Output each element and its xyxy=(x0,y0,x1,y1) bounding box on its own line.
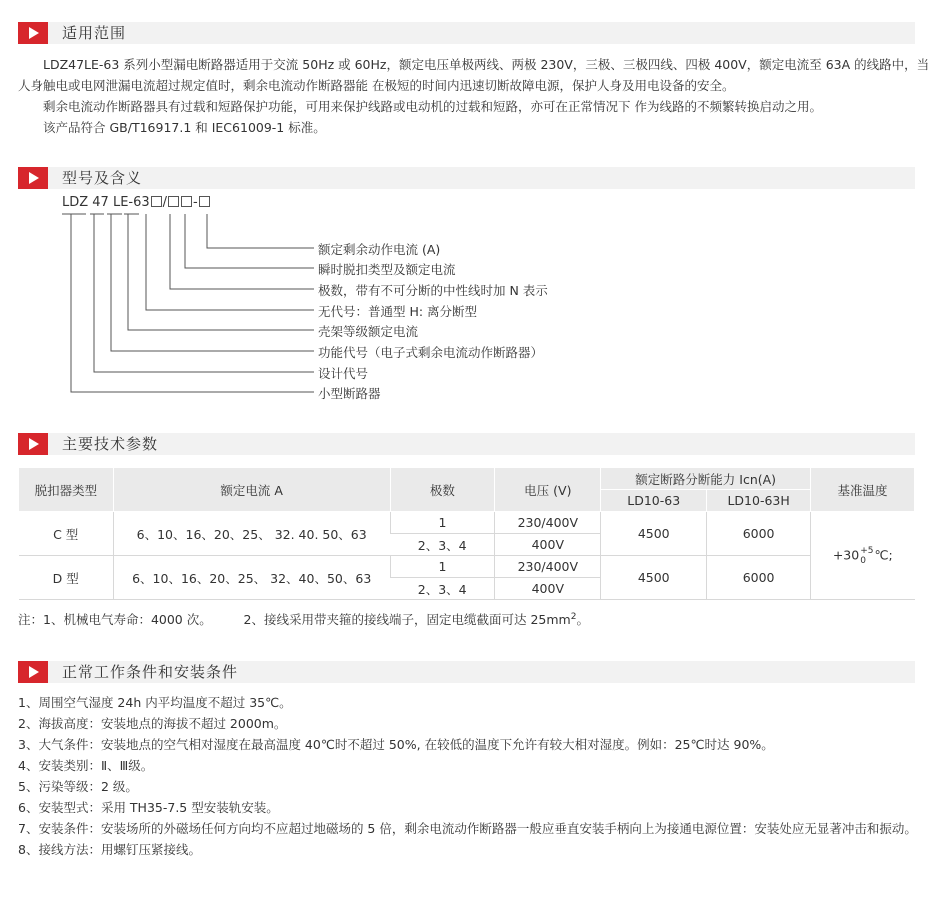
header-temp: 基准温度 xyxy=(811,468,915,512)
scope-line: LDZ47LE-63 系列小型漏电断路器适用于交流 50Hz 或 60Hz，额定电压单极两线、两极 230V，三极、三极四线、四极 400V，额定电流至 63A 的线路中，当 xyxy=(43,57,930,72)
temp-sup: +5 xyxy=(860,545,874,556)
cell-cap1: 4500 xyxy=(601,556,707,600)
model-label: 额定剩余动作电流 (A) xyxy=(318,242,441,257)
conditions-list xyxy=(18,692,917,860)
list-item: 4、安装类别：Ⅱ、Ⅲ级。 xyxy=(18,758,154,773)
play-icon xyxy=(18,433,48,455)
list-item: 3、大气条件：安装地点的空气相对湿度在最高温度 40℃时不超过 50%, 在较低的温度下允许有较大相对湿度。例如：25℃时达 90%。 xyxy=(18,737,774,752)
section-title: 主要技术参数 xyxy=(62,435,159,453)
scope-line: 剩余电流动作断路器具有过载和短路保护功能，可用来保护线路或电动机的过载和短路，亦可在正常情况下 作为线路的不频繁转换启动之用。 xyxy=(43,99,822,114)
header-voltage: 电压 (V) xyxy=(495,468,601,512)
spec-table xyxy=(18,467,915,600)
model-code-slash: / xyxy=(162,195,168,210)
cell-poles: 2、3、4 xyxy=(390,534,495,556)
list-item: 1、周围空气湿度 24h 内平均温度不超过 35℃。 xyxy=(18,695,292,710)
scope-line: 人身触电或电网泄漏电流超过规定值时，剩余电流动作断路器能 在极短的时间内迅速切断故障电源，保护人身及用电设备的安全。 xyxy=(18,78,735,93)
model-label: 功能代号（电子式剩余电流动作断路器） xyxy=(318,345,544,360)
model-leader-lines xyxy=(0,195,600,415)
section-title: 适用范围 xyxy=(62,24,127,42)
play-icon xyxy=(18,167,48,189)
cell-type: D 型 xyxy=(19,556,114,600)
header-current: 额定电流 A xyxy=(113,468,390,512)
cell-current: 6、10、16、20、25、 32、40、50、63 xyxy=(113,556,390,600)
note-2: 2、接线采用带夹箍的接线端子，固定电缆截面可达 25mm xyxy=(243,612,571,627)
play-icon xyxy=(18,661,48,683)
cell-voltage: 230/400V xyxy=(495,556,601,578)
note-sup: 2 xyxy=(570,611,577,622)
temp-sub: 0 xyxy=(860,555,866,566)
table-row xyxy=(19,512,915,534)
list-item: 7、安装条件：安装场所的外磁场任何方向均不应超过地磁场的 5 倍，剩余电流动作断路器一般应垂直安装手柄向上为接通电源位置：安装处应无显著冲击和振动。 xyxy=(18,821,917,836)
section-header-conditions xyxy=(18,661,915,683)
note-1: 注：1、机械电气寿命：4000 次。 xyxy=(18,612,212,627)
scope-line: 该产品符合 GB/T16917.1 和 IEC61009-1 标准。 xyxy=(43,120,326,135)
cell-voltage: 400V xyxy=(495,534,601,556)
model-diagram xyxy=(0,195,600,415)
model-label: 小型断路器 xyxy=(318,386,381,401)
model-label: 瞬时脱扣类型及额定电流 xyxy=(318,262,456,277)
header-trip: 脱扣器类型 xyxy=(19,468,114,512)
cell-voltage: 230/400V xyxy=(495,512,601,534)
scope-paragraph xyxy=(18,54,930,138)
table-header-row xyxy=(19,468,915,490)
model-label: 无代号：普通型 H: 离分断型 xyxy=(318,304,478,319)
cell-poles: 2、3、4 xyxy=(390,578,495,600)
list-item: 6、安装型式：采用 TH35-7.5 型安装轨安装。 xyxy=(18,800,279,815)
model-label: 壳架等级额定电流 xyxy=(318,324,419,339)
cell-voltage: 400V xyxy=(495,578,601,600)
list-item: 5、污染等级：2 级。 xyxy=(18,779,138,794)
cell-current: 6、10、16、20、25、 32. 40. 50、63 xyxy=(113,512,390,556)
section-header-model xyxy=(18,167,915,189)
table-row xyxy=(19,556,915,578)
section-title: 型号及含义 xyxy=(62,169,143,187)
list-item: 2、海拔高度：安装地点的海拔不超过 2000m。 xyxy=(18,716,287,731)
header-breaking: 额定断路分断能力 Icn(A) xyxy=(601,468,811,490)
header-sub1: LD10-63 xyxy=(601,490,707,512)
note-end: 。 xyxy=(576,612,589,627)
temp-main: +30 xyxy=(832,547,860,562)
cell-type: C 型 xyxy=(19,512,114,556)
table-note xyxy=(18,610,589,628)
header-sub2: LD10-63H xyxy=(707,490,811,512)
cell-cap2: 6000 xyxy=(707,512,811,556)
cell-poles: 1 xyxy=(390,512,495,534)
section-header-tech xyxy=(18,433,915,455)
play-icon xyxy=(18,22,48,44)
temp-unit: ℃; xyxy=(874,547,893,562)
model-label: 极数，带有不可分断的中性线时加 N 表示 xyxy=(318,283,548,298)
list-item: 8、接线方法：用螺钉压紧接线。 xyxy=(18,842,201,857)
model-code-dash: - xyxy=(193,195,198,210)
model-code-prefix: LDZ 47 LE-63 xyxy=(62,195,150,210)
cell-poles: 1 xyxy=(390,556,495,578)
cell-cap1: 4500 xyxy=(601,512,707,556)
section-header-scope xyxy=(18,22,915,44)
header-poles: 极数 xyxy=(390,468,495,512)
cell-temp xyxy=(811,512,915,600)
model-label: 设计代号 xyxy=(318,366,369,381)
section-title: 正常工作条件和安装条件 xyxy=(62,663,239,681)
cell-cap2: 6000 xyxy=(707,556,811,600)
